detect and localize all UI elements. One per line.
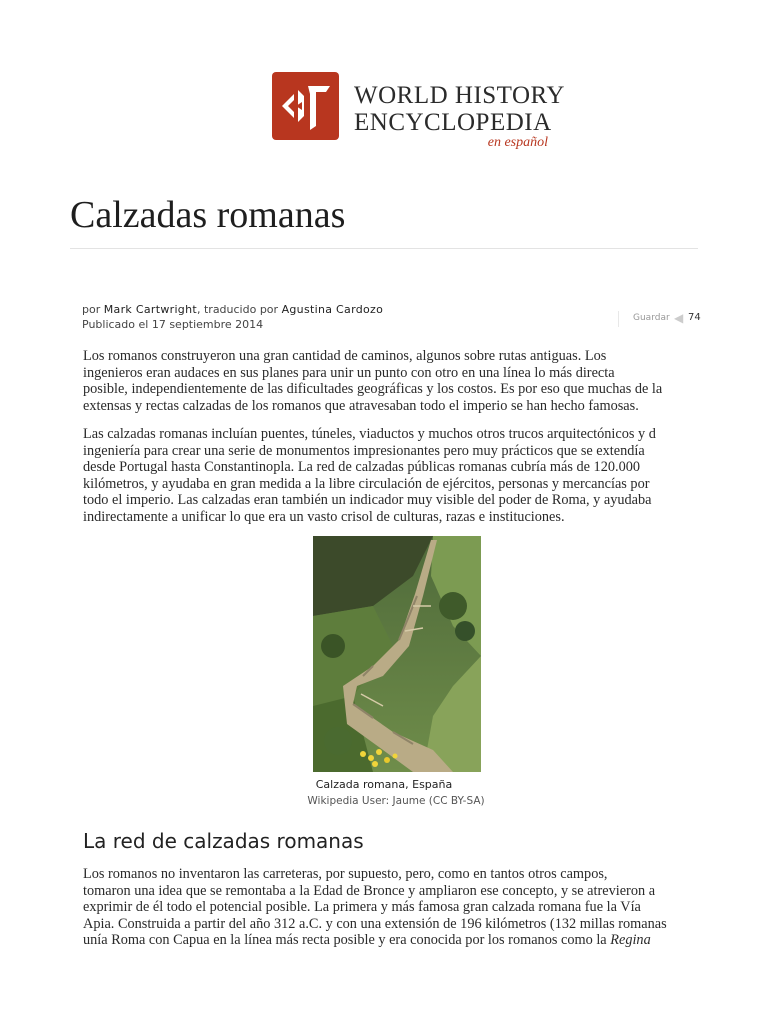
text-line: kilómetros, y ayudaba en gran medida a la libre circulación de ejércitos, personas y mercancías por <box>83 475 650 492</box>
section-heading: La red de calzadas romanas <box>83 829 364 853</box>
text-line: Las calzadas romanas incluían puentes, túneles, viaductos y muchos otros trucos arquitectónicos y d <box>83 426 656 442</box>
paragraph-3 <box>83 866 703 949</box>
text-line: Los romanos construyeron una gran cantidad de caminos, algunos sobre rutas antiguas. Los <box>83 348 607 364</box>
logo-language: en español <box>487 135 548 150</box>
logo-mark-icon <box>272 72 339 140</box>
paragraph-2 <box>83 426 703 525</box>
publish-date: Publicado el 17 septiembre 2014 <box>82 318 264 331</box>
text-line: todo el imperio. Las calzadas eran también un indicador muy visible del poder de Roma, y ayudaba <box>83 492 652 508</box>
text-line: desde Portugal hasta Constantinopla. La red de calzadas públicas romanas cubría más de 120.000 <box>83 459 641 475</box>
translator-link[interactable]: Agustina Cardozo <box>281 303 384 316</box>
text-line: exprimir de él todo el potencial posible. La primera y más famosa gran calzada romana fue la Vía <box>83 899 641 915</box>
byline-translated: , traducido por <box>196 303 279 316</box>
text-line: indirectamente a unificar lo que era un vasto crisol de culturas, razas e instituciones. <box>83 508 565 525</box>
byline <box>82 302 383 332</box>
italic-term: Regina <box>610 932 651 948</box>
title-divider <box>70 248 698 249</box>
text-line-last <box>83 932 703 949</box>
text-line: unía Roma con Capua en la línea más recta posible y era conocida por los romanos como la <box>83 932 607 948</box>
text-line: extensas y rectas calzadas de los romanos que atravesaban todo el imperio se han hecho famosas. <box>83 397 639 414</box>
roman-road-photo[interactable] <box>313 536 481 772</box>
text-line: tomaron una idea que se remontaba a la Edad de Bronce y ampliaron ese concepto, y se atrevieron a <box>83 882 656 899</box>
logo-line-2: ENCYCLOPEDIA <box>354 109 552 136</box>
save-count: 74 <box>688 312 701 323</box>
site-logo[interactable] <box>272 72 565 152</box>
logo-wordmark <box>354 82 565 136</box>
save-button[interactable]: Guardar <box>633 313 670 323</box>
text-line: Los romanos no inventaron las carreteras, por supuesto, pero, como en tantos otros campos, <box>83 866 608 882</box>
text-line: ingenieros eran audaces en sus planes para unir un punto con otro en una línea lo más directa <box>83 364 615 381</box>
text-line: ingeniería para crear una serie de monumentos impresionantes pero muy prácticos que se extendía <box>83 442 645 459</box>
author-line <box>82 302 383 317</box>
figure-caption: Calzada romana, España <box>315 778 453 791</box>
text-line: Apia. Construida a partir del año 312 a.C. y con una extensión de 196 kilómetros (132 millas romanas <box>83 915 667 932</box>
paragraph-1 <box>83 348 703 414</box>
figure-credit[interactable]: Wikipedia User: Jaume (CC BY-SA) <box>307 795 485 807</box>
save-widget[interactable] <box>618 311 709 327</box>
page-title: Calzadas romanas <box>70 194 346 236</box>
logo-line-1: WORLD HISTORY <box>354 82 565 109</box>
author-link[interactable]: Mark Cartwright <box>103 303 197 316</box>
text-line: posible, independientemente de las dificultades geográficas y los costos. Es por eso que muchas de la <box>83 381 663 397</box>
byline-por: por <box>82 303 101 316</box>
caret-left-icon: ◀ <box>674 311 684 325</box>
